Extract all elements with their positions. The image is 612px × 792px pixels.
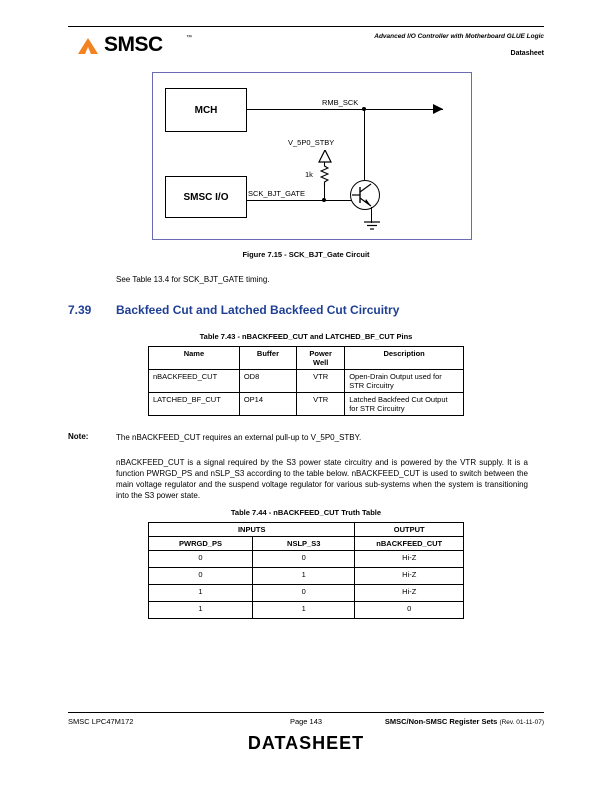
table-43-r0-description: Open-Drain Output used for STR Circuitry: [345, 370, 464, 393]
logo-text: SMSC: [104, 33, 163, 56]
table-44-group-output: OUTPUT: [355, 523, 464, 537]
table-44-r2-c0: 1: [149, 585, 253, 602]
table-row-group-header: [149, 523, 464, 537]
table-43-r1-power-well: VTR: [297, 393, 345, 416]
table-row-header: [149, 537, 464, 551]
table-43-r0-name: nBACKFEED_CUT: [149, 370, 240, 393]
table-44-r1-c0: 0: [149, 568, 253, 585]
footer-section-name: SMSC/Non-SMSC Register Sets: [384, 717, 498, 726]
table-row: [149, 568, 464, 585]
resistor-1k-icon: [320, 164, 329, 186]
figure-label-supply: V_5P0_STBY: [288, 138, 335, 147]
table-row: [149, 585, 464, 602]
arrow-rmb-sck-icon: [433, 104, 443, 114]
logo-trademark: ™: [186, 35, 192, 41]
table-row-header: [149, 347, 464, 370]
table-row: [149, 393, 464, 416]
table-43-r0-buffer: OD8: [239, 370, 296, 393]
table-43: [148, 346, 464, 416]
smsc-logo: [78, 33, 208, 59]
figure-block-smsc-io: [165, 176, 247, 218]
table-44-r0-c0: 0: [149, 551, 253, 568]
section-title: Backfeed Cut and Latched Backfeed Cut Circuitry: [116, 303, 400, 317]
table-44-r3-c1: 1: [253, 602, 355, 619]
section-paragraph: nBACKFEED_CUT is a signal required by the S3 power state circuitry and is powered by the VTR supply. It is a function PWRGD_PS and nSLP_S3 according to the table below. nBACKFEED_CUT is used to switch between the main voltage regulator and the suspend voltage regulator for various sub-systems when the system is transitioning into the S3 power state.: [116, 458, 528, 500]
table-44-header-pwrgd-ps: PWRGD_PS: [149, 537, 253, 551]
table-43-header-power-well: Power Well: [297, 347, 345, 370]
table-43-r1-name: LATCHED_BF_CUT: [149, 393, 240, 416]
table-43-r0-power-well: VTR: [297, 370, 345, 393]
note-text: The nBACKFEED_CUT requires an external pull-up to V_5P0_STBY.: [116, 433, 362, 442]
figure-block-mch: [165, 88, 247, 132]
footer-page-number: Page 143: [289, 717, 323, 726]
table-43-header-buffer: Buffer: [239, 347, 296, 370]
table-44-r1-c1: 1: [253, 568, 355, 585]
figure-label-resistor: 1k: [305, 170, 313, 179]
table-44-group-inputs: INPUTS: [149, 523, 355, 537]
table-44-r2-c1: 0: [253, 585, 355, 602]
table-44-r3-c0: 1: [149, 602, 253, 619]
table-44-caption: Table 7.44 - nBACKFEED_CUT Truth Table: [230, 508, 382, 517]
table-44-header-nbackfeed-cut: nBACKFEED_CUT: [355, 537, 464, 551]
footer-title: DATASHEET: [247, 733, 365, 753]
section-number: 7.39: [68, 303, 92, 317]
header-divider: [68, 26, 544, 27]
figure-label-sck-bjt-gate: SCK_BJT_GATE: [248, 189, 305, 198]
wire-collector: [364, 109, 365, 180]
footer-part-number: SMSC LPC47M172: [68, 717, 134, 726]
figure-caption: Figure 7.15 - SCK_BJT_Gate Circuit: [242, 250, 370, 259]
wire-rmb-sck: [247, 109, 443, 110]
header-tagline: Advanced I/O Controller with Motherboard GLUE Logic: [374, 33, 544, 40]
table-44-r2-c2: Hi-Z: [355, 585, 464, 602]
footer-section-info: [385, 717, 544, 726]
table-44-r0-c2: Hi-Z: [355, 551, 464, 568]
footer-divider: [68, 712, 544, 713]
transistor-internal-icon: [352, 182, 378, 208]
header-doctype: Datasheet: [510, 50, 544, 57]
table-row: [149, 370, 464, 393]
table-43-caption: Table 7.43 - nBACKFEED_CUT and LATCHED_BF_CUT Pins: [199, 332, 413, 341]
logo-mark-icon: [78, 36, 98, 56]
table-44: [148, 522, 464, 619]
table-44-r3-c2: 0: [355, 602, 464, 619]
table-44-r1-c2: Hi-Z: [355, 568, 464, 585]
table-43-header-name: Name: [149, 347, 240, 370]
table-44-header-nslp-s3: NSLP_S3: [253, 537, 355, 551]
table-43-r1-description: Latched Backfeed Cut Output for STR Circuitry: [345, 393, 464, 416]
note-label: Note:: [68, 432, 89, 441]
table-row: [149, 602, 464, 619]
figure-block-mch-label: MCH: [194, 104, 218, 116]
junction-dot-base: [322, 198, 326, 202]
see-table-text: See Table 13.4 for SCK_BJT_GATE timing.: [116, 275, 270, 284]
table-44-r0-c1: 0: [253, 551, 355, 568]
figure-block-smsc-io-label: SMSC I/O: [183, 191, 229, 203]
wire-sck-bjt-gate: [247, 200, 352, 201]
table-43-header-description: Description: [345, 347, 464, 370]
ground-symbol-icon: [363, 221, 381, 231]
junction-dot-collector: [362, 107, 366, 111]
footer-revision: (Rev. 01-11-07): [499, 719, 544, 726]
figure-label-rmb-sck: RMB_SCK: [322, 98, 359, 107]
table-43-r1-buffer: OP14: [239, 393, 296, 416]
table-row: [149, 551, 464, 568]
